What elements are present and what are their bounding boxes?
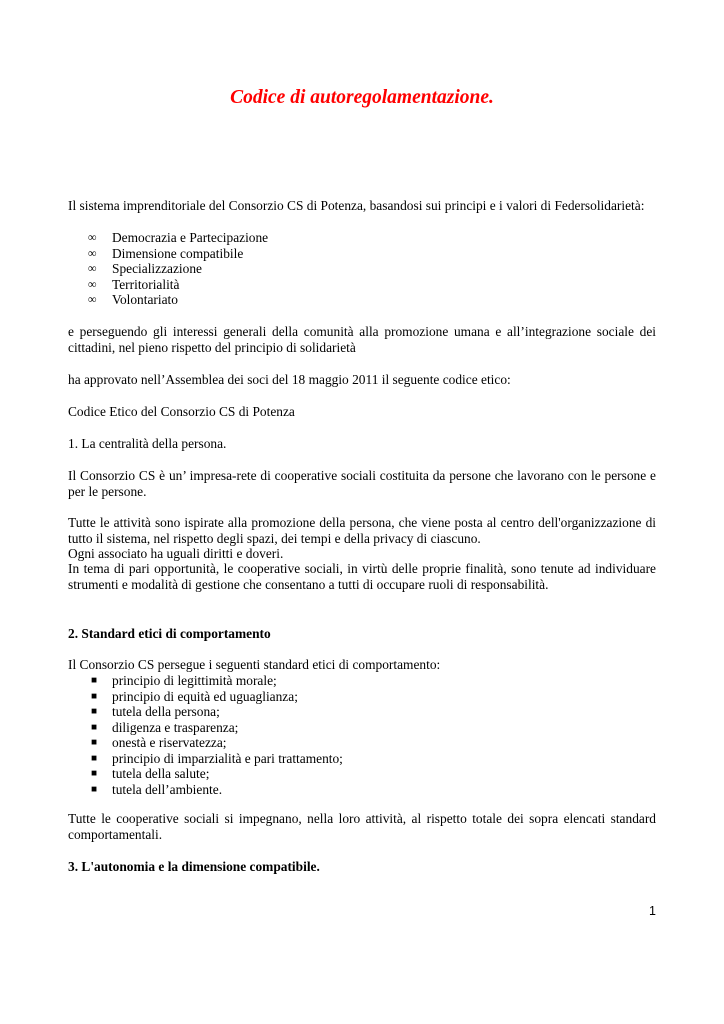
infinity-bullet-icon: ∞ bbox=[88, 276, 97, 291]
code-title: Codice Etico del Consorzio CS di Potenza bbox=[68, 404, 295, 419]
document-title: Codice di autoregolamentazione. bbox=[230, 87, 494, 108]
list-item: ∞ Volontariato bbox=[88, 292, 178, 307]
list-item: ■ tutela della persona; bbox=[91, 704, 220, 719]
section1-paragraph-2: Tutte le attività sono ispirate alla promozione della persona, che viene posta al centro dell'organizzazione di tutto il sistema, nel rispetto degli spazi, dei tempi e della privacy di ciascuno. bbox=[68, 515, 656, 546]
section1-paragraph-3: Ogni associato ha uguali diritti e doveri. bbox=[68, 546, 284, 561]
section3-heading: 3. L'autonomia e la dimensione compatibile. bbox=[68, 859, 320, 874]
approved-paragraph: ha approvato nell’Assemblea dei soci del 18 maggio 2011 il seguente codice etico: bbox=[68, 372, 511, 387]
infinity-bullet-icon: ∞ bbox=[88, 230, 97, 244]
square-bullet-icon: ■ bbox=[91, 721, 98, 733]
list-item: ■ diligenza e trasparenza; bbox=[91, 719, 239, 735]
square-bullet-icon: ■ bbox=[91, 675, 98, 686]
section1-heading: 1. La centralità della persona. bbox=[68, 436, 227, 451]
list-item: ■ onestà e riservatezza; bbox=[91, 735, 227, 750]
infinity-bullet-icon: ∞ bbox=[88, 245, 97, 260]
square-bullet-icon: ■ bbox=[91, 768, 98, 779]
square-bullet-icon: ■ bbox=[91, 737, 98, 748]
values-list bbox=[68, 230, 656, 308]
infinity-bullet-icon: ∞ bbox=[88, 261, 97, 275]
list-item: ■ principio di imparzialità e pari trattamento; bbox=[91, 750, 343, 766]
square-bullet-icon: ■ bbox=[91, 690, 98, 702]
list-item: ■ tutela della salute; bbox=[91, 766, 210, 781]
intro-paragraph: Il sistema imprenditoriale del Consorzio CS di Potenza, basandosi sui principi e i valori di Federsolidarietà: bbox=[68, 198, 645, 213]
list-item: ∞ Democrazia e Partecipazione bbox=[88, 230, 269, 245]
square-bullet-icon: ■ bbox=[91, 752, 98, 764]
pursuing-paragraph: e perseguendo gli interessi generali della comunità alla promozione umana e all’integrazione sociale dei cittadini, nel pieno rispetto del principio di solidarietà bbox=[68, 324, 656, 355]
list-item: ∞ Territorialità bbox=[88, 276, 180, 292]
list-item: ■ tutela dell’ambiente. bbox=[91, 781, 223, 797]
section2-intro: Il Consorzio CS persegue i seguenti standard etici di comportamento: bbox=[68, 657, 441, 672]
list-item: ∞ Specializzazione bbox=[88, 261, 202, 276]
infinity-bullet-icon: ∞ bbox=[88, 292, 97, 306]
list-item: ■ principio di legittimità morale; bbox=[91, 673, 277, 688]
standards-list bbox=[68, 673, 656, 797]
page-number: 1 bbox=[649, 904, 656, 918]
section2-heading: 2. Standard etici di comportamento bbox=[68, 626, 271, 641]
section2-closing: Tutte le cooperative sociali si impegnano, nella loro attività, al rispetto totale dei sopra elencati standard comportamentali. bbox=[68, 811, 656, 842]
square-bullet-icon: ■ bbox=[91, 706, 98, 717]
list-item: ∞ Dimensione compatibile bbox=[88, 245, 244, 261]
section1-paragraph-4: In tema di pari opportunità, le cooperative sociali, in virtù delle proprie finalità, sono tenute ad individuare strumenti e modalità di gestione che consentano a tutti di occupare ruoli di responsabilità. bbox=[68, 561, 656, 592]
square-bullet-icon: ■ bbox=[91, 783, 98, 795]
section1-paragraph-1: Il Consorzio CS è un’ impresa-rete di cooperative sociali costituita da persone che lavorano con le persone e per le persone. bbox=[68, 468, 656, 499]
list-item: ■ principio di equità ed uguaglianza; bbox=[91, 688, 298, 704]
